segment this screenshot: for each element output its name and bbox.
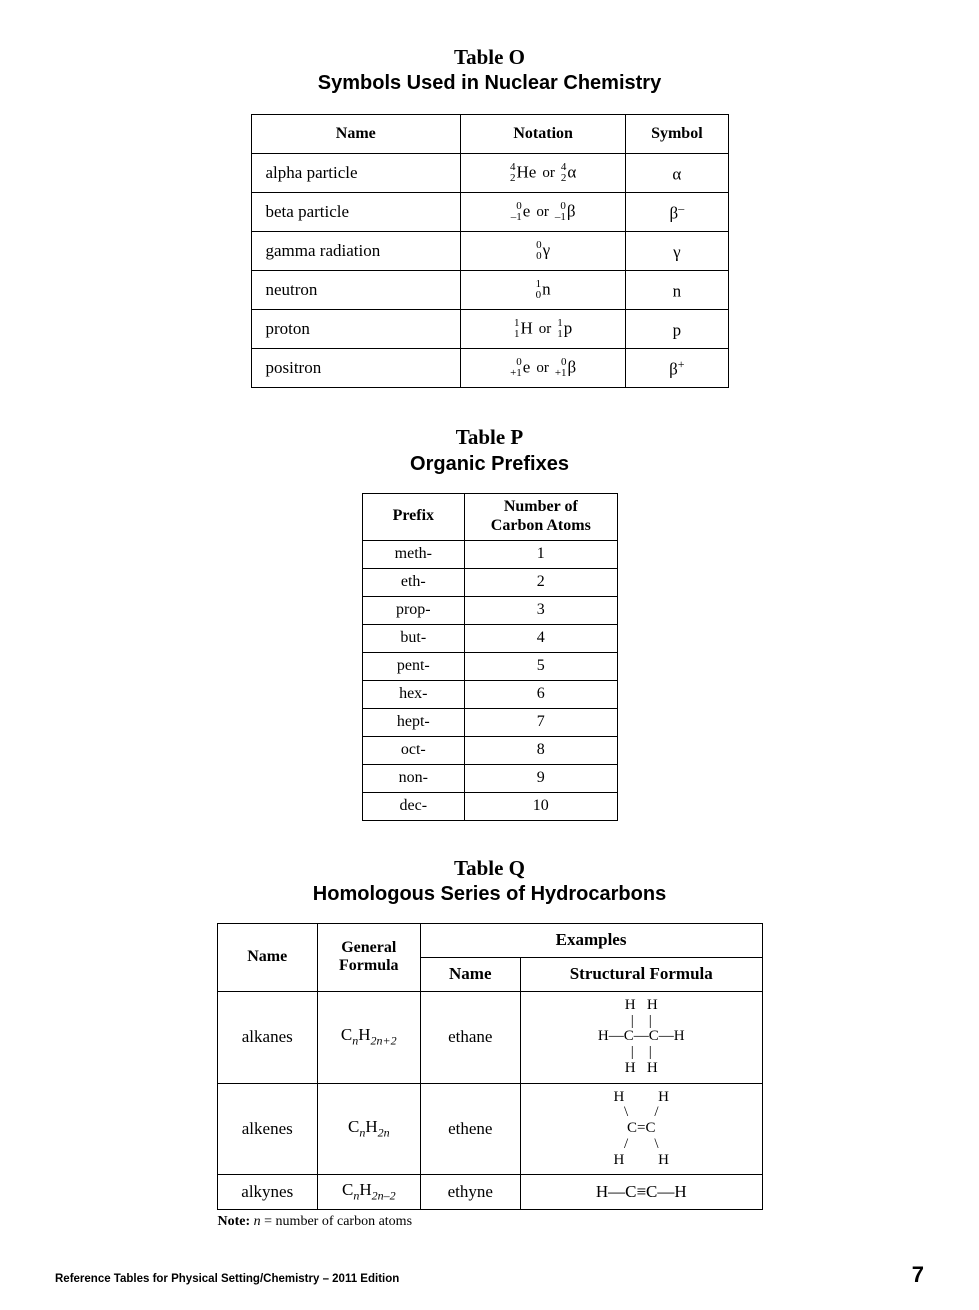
table-row <box>362 792 617 820</box>
table-row <box>217 1083 762 1175</box>
table-q-header-structural-formula: Structural Formula <box>521 957 763 991</box>
header-line-1: General <box>341 939 397 957</box>
nuclide-symbol: e <box>522 201 531 221</box>
symbol-base: γ <box>673 242 681 262</box>
table-o-cell-notation <box>461 193 626 232</box>
table-o-cell-notation <box>461 154 626 193</box>
table-p-cell-prefix: eth- <box>362 568 465 596</box>
table-q-cell-example-name: ethyne <box>420 1175 520 1210</box>
table-q-cell-structure <box>521 991 763 1083</box>
structure-line: H—C—C—H <box>597 1028 685 1045</box>
notation-separator: or <box>536 360 549 377</box>
table-p-cell-count: 1 <box>465 540 617 568</box>
table-row <box>217 1175 762 1210</box>
table-o-cell-notation <box>461 271 626 310</box>
nuclide-notation <box>555 201 576 224</box>
table-q-cell-formula <box>318 1175 421 1210</box>
table-row <box>362 540 617 568</box>
table-row <box>362 568 617 596</box>
table-q-cell-formula <box>318 991 421 1083</box>
atomic-number: –1 <box>510 211 522 224</box>
table-o-header-name: Name <box>251 115 461 154</box>
mass-number: 0 <box>560 199 566 212</box>
table-row <box>362 764 617 792</box>
table-p-cell-prefix: non- <box>362 764 465 792</box>
table-row <box>251 154 728 193</box>
notation-separator: or <box>542 165 555 182</box>
table-o-cell-symbol <box>626 232 728 271</box>
table-p-cell-count: 9 <box>465 764 617 792</box>
table-p-cell-count: 4 <box>465 624 617 652</box>
table-row <box>217 923 762 957</box>
structure-line: H—C≡C—H <box>595 1182 687 1202</box>
table-row <box>251 349 728 388</box>
table-q-cell-structure <box>521 1175 763 1210</box>
structure-line: / \ <box>623 1135 659 1152</box>
table-o-title: Table O <box>454 45 525 69</box>
table-o-subtitle: Symbols Used in Nuclear Chemistry <box>317 72 662 95</box>
table-p <box>362 493 618 821</box>
nuclide-symbol: β <box>566 201 576 221</box>
table-q-cell-name: alkynes <box>217 1175 318 1210</box>
table-o-cell-notation <box>461 349 626 388</box>
table-p-cell-count: 10 <box>465 792 617 820</box>
atomic-number: 0 <box>535 289 542 302</box>
table-row <box>251 271 728 310</box>
atomic-number: 1 <box>514 328 520 341</box>
atomic-number: 0 <box>536 250 542 263</box>
table-q-note <box>216 1214 764 1230</box>
table-o-header-symbol: Symbol <box>626 115 728 154</box>
structure-line: \ / <box>623 1104 659 1121</box>
table-o-cell-name: beta particle <box>251 193 461 232</box>
nuclide-symbol: p <box>563 318 573 338</box>
mass-number: 0 <box>561 355 567 368</box>
table-row <box>251 193 728 232</box>
table-p-cell-count: 5 <box>465 652 617 680</box>
structure-line: H H <box>613 1088 669 1105</box>
table-o-cell-name: neutron <box>251 271 461 310</box>
structural-formula-ethene <box>521 1084 762 1175</box>
table-p-cell-prefix: prop- <box>362 596 465 624</box>
table-o <box>251 114 729 388</box>
atomic-number: –1 <box>554 211 566 224</box>
symbol-base: p <box>672 320 682 340</box>
mass-number: 1 <box>557 316 563 329</box>
table-p-cell-prefix: pent- <box>362 652 465 680</box>
nuclide-symbol: e <box>522 357 531 377</box>
symbol-charge: + <box>677 356 685 371</box>
symbol-base: β <box>669 359 678 379</box>
symbol-base: n <box>672 281 682 301</box>
note-label: Note: <box>217 1214 251 1230</box>
formula-element-1: C <box>340 1025 353 1045</box>
symbol-base: β <box>669 203 679 223</box>
formula-subscript-2: 2n <box>377 1125 390 1140</box>
formula-subscript-1: n <box>352 1033 359 1048</box>
formula-subscript-1: n <box>359 1125 366 1140</box>
nuclide-notation <box>555 357 576 380</box>
nuclide-notation <box>510 162 536 185</box>
nuclide-symbol: He <box>516 162 537 182</box>
formula-subscript-1: n <box>353 1188 360 1203</box>
formula-element-2: H <box>358 1025 371 1045</box>
table-q-header-examples: Examples <box>420 923 762 957</box>
table-p-cell-count: 2 <box>465 568 617 596</box>
table-p-title: Table P <box>455 425 524 450</box>
header-line-2: Formula <box>339 957 399 975</box>
table-q-title: Table Q <box>454 855 525 880</box>
table-row <box>362 493 617 540</box>
structure-line: | | <box>630 1044 652 1060</box>
table-q-cell-name: alkanes <box>217 991 318 1083</box>
table-p-header-prefix: Prefix <box>362 493 465 540</box>
table-row <box>362 680 617 708</box>
mass-number: 4 <box>560 160 567 173</box>
atomic-number: 2 <box>560 172 567 185</box>
table-q-section <box>0 855 979 1231</box>
table-row <box>217 991 762 1083</box>
table-q-header-name: Name <box>217 923 318 991</box>
mass-number: 0 <box>516 355 522 368</box>
table-p-cell-count: 7 <box>465 708 617 736</box>
table-o-cell-notation <box>461 310 626 349</box>
table-q-cell-formula <box>318 1083 421 1175</box>
nuclide-notation <box>561 162 576 185</box>
note-variable: n <box>253 1214 261 1230</box>
atomic-number: +1 <box>554 367 567 380</box>
table-p-cell-prefix: meth- <box>362 540 465 568</box>
table-q-cell-structure <box>521 1083 763 1175</box>
table-p-cell-prefix: hex- <box>362 680 465 708</box>
table-o-cell-symbol <box>626 154 728 193</box>
note-text: = number of carbon atoms <box>264 1214 413 1230</box>
mass-number: 4 <box>510 160 516 173</box>
mass-number: 0 <box>516 199 522 212</box>
nuclide-notation <box>510 357 530 380</box>
table-q-header-general-formula <box>318 923 421 991</box>
structure-line: | | <box>630 1012 652 1029</box>
table-row <box>251 232 728 271</box>
table-p-cell-count: 6 <box>465 680 617 708</box>
table-q-subtitle: Homologous Series of Hydrocarbons <box>312 882 667 905</box>
table-q-cell-name: alkenes <box>217 1083 318 1175</box>
table-row <box>251 310 728 349</box>
table-o-cell-symbol <box>626 271 728 310</box>
structure-line: H H <box>624 996 658 1013</box>
table-row <box>362 596 617 624</box>
structure-line: H H <box>624 1059 658 1076</box>
page-number: 7 <box>911 1262 924 1287</box>
atomic-number: +1 <box>510 367 522 380</box>
header-line-1: Number of <box>503 498 578 516</box>
table-q-header-example-name: Name <box>420 957 520 991</box>
mass-number: 1 <box>514 316 520 329</box>
nuclide-notation <box>536 240 550 263</box>
nuclide-notation <box>511 201 531 224</box>
table-o-cell-name: proton <box>251 310 461 349</box>
table-p-cell-prefix: but- <box>362 624 465 652</box>
table-row <box>362 624 617 652</box>
formula-element-1: C <box>347 1117 360 1137</box>
table-q <box>217 923 763 1210</box>
formula-element-2: H <box>359 1180 372 1200</box>
table-o-cell-name: alpha particle <box>251 154 461 193</box>
formula-subscript-2: 2n–2 <box>371 1188 396 1203</box>
nuclide-symbol: γ <box>542 240 551 260</box>
table-row <box>362 708 617 736</box>
table-o-cell-name: positron <box>251 349 461 388</box>
table-row <box>362 736 617 764</box>
table-p-subtitle: Organic Prefixes <box>410 452 569 475</box>
table-o-cell-notation <box>461 232 626 271</box>
formula-subscript-2: 2n+2 <box>370 1033 397 1048</box>
nuclide-notation <box>536 279 551 302</box>
mass-number: 0 <box>536 238 542 251</box>
table-o-cell-symbol <box>626 349 728 388</box>
table-q-cell-example-name: ethene <box>420 1083 520 1175</box>
table-row <box>362 652 617 680</box>
atomic-number: 1 <box>557 328 563 341</box>
structural-formula-ethane <box>521 992 762 1083</box>
mass-number: 1 <box>535 277 542 290</box>
table-p-cell-count: 8 <box>465 736 617 764</box>
document-page <box>0 44 979 1310</box>
structural-formula-ethyne <box>521 1175 762 1209</box>
symbol-charge: – <box>678 200 685 215</box>
table-p-header-count <box>465 493 617 540</box>
header-line-2: Carbon Atoms <box>490 516 591 534</box>
table-p-section <box>0 424 979 820</box>
nuclide-notation <box>557 318 572 341</box>
table-p-cell-prefix: oct- <box>362 736 465 764</box>
nuclide-symbol: β <box>567 357 577 377</box>
nuclide-symbol: α <box>567 162 577 182</box>
formula-element-2: H <box>365 1117 378 1137</box>
table-p-cell-prefix: dec- <box>362 792 465 820</box>
table-row <box>251 115 728 154</box>
table-o-cell-symbol <box>626 193 728 232</box>
table-p-cell-prefix: hept- <box>362 708 465 736</box>
table-q-cell-example-name: ethane <box>420 991 520 1083</box>
notation-separator: or <box>536 204 549 221</box>
footer-reference-text: Reference Tables for Physical Setting/Chemistry – 2011 Edition <box>55 1273 400 1285</box>
symbol-base: α <box>672 164 682 184</box>
table-o-cell-name: gamma radiation <box>251 232 461 271</box>
structure-line: C=C <box>627 1120 656 1136</box>
nuclide-symbol: n <box>542 279 551 299</box>
nuclide-symbol: H <box>520 318 533 338</box>
table-o-header-notation: Notation <box>461 115 626 154</box>
atomic-number: 2 <box>510 172 516 185</box>
table-p-cell-count: 3 <box>465 596 617 624</box>
nuclide-notation <box>514 318 533 341</box>
table-o-cell-symbol <box>626 310 728 349</box>
notation-separator: or <box>538 321 552 338</box>
table-o-section <box>0 44 979 388</box>
formula-element-1: C <box>341 1180 354 1200</box>
structure-line: H H <box>613 1151 669 1168</box>
